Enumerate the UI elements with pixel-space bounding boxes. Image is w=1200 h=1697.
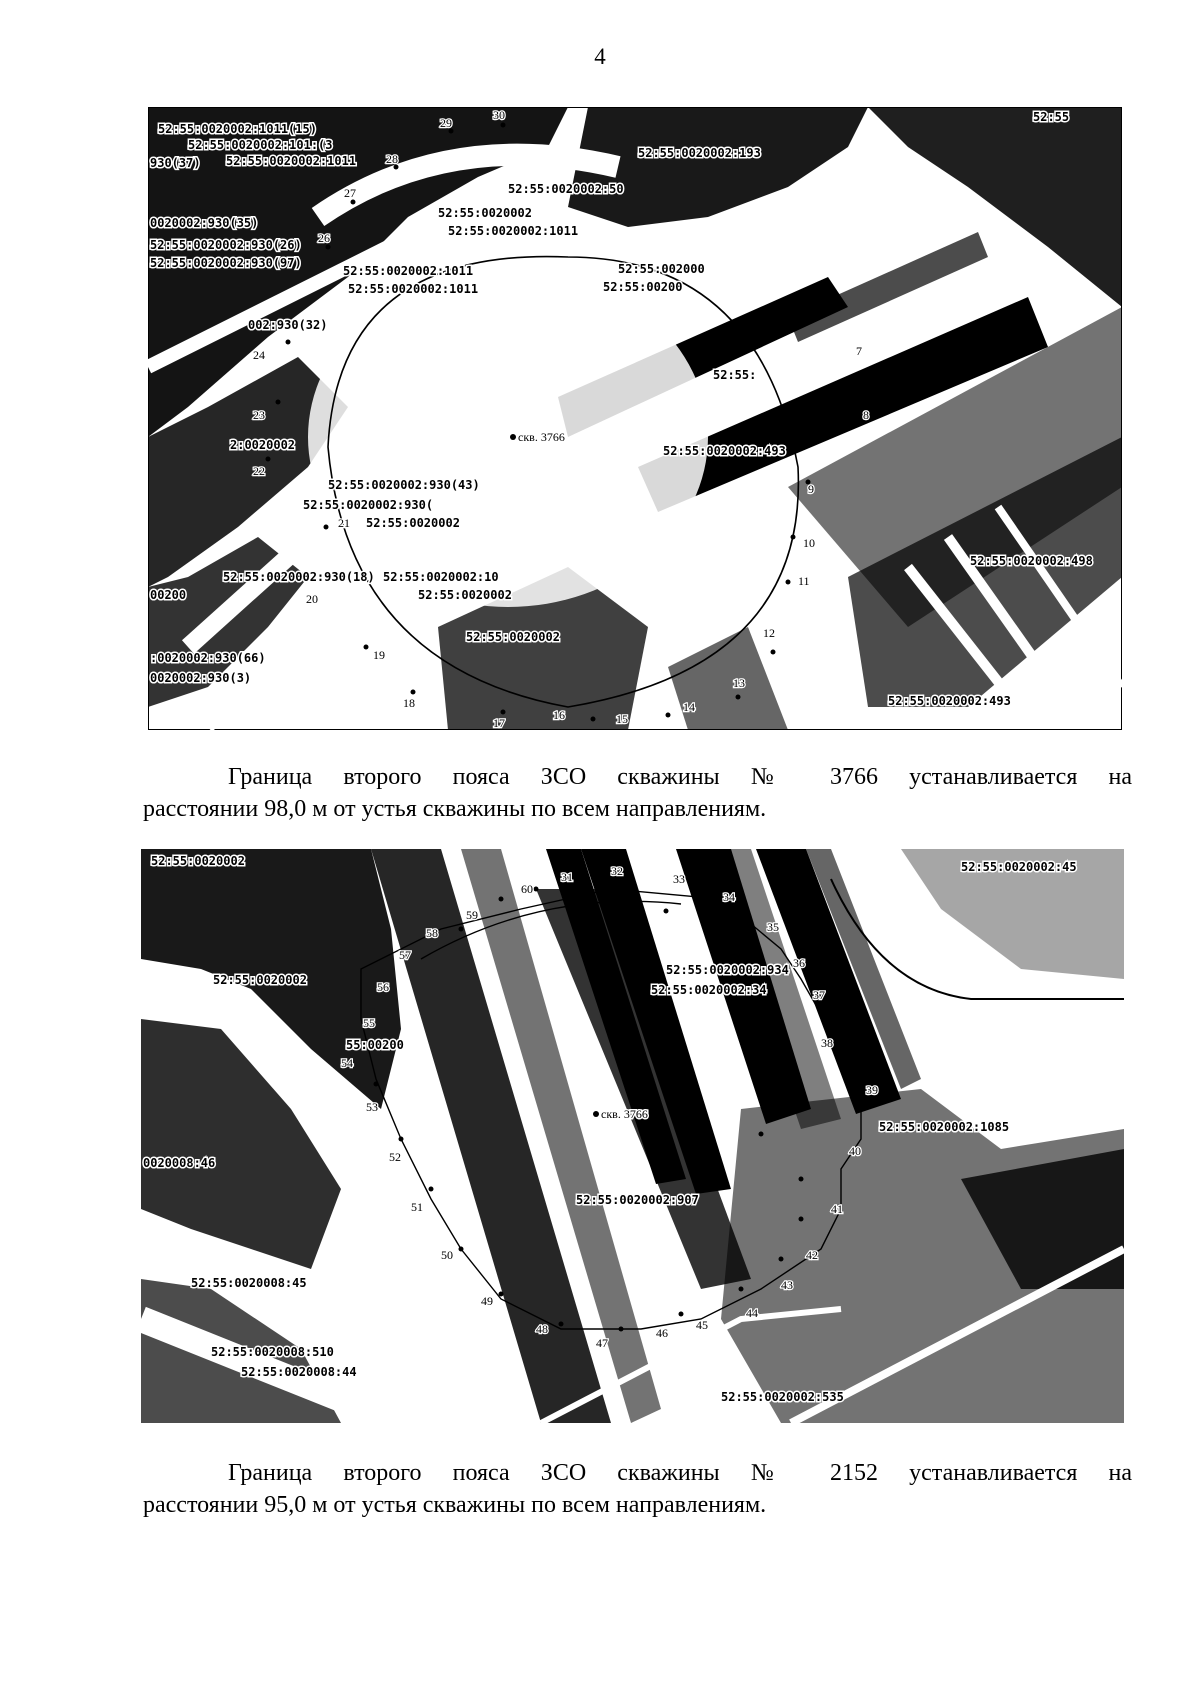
point-number: 39: [866, 1083, 878, 1097]
cadastral-label: 52:55:0020002: [213, 973, 307, 987]
cadastral-label: :0020002:930(66): [150, 651, 266, 665]
point-number: 43: [781, 1278, 793, 1292]
point-number: 47: [596, 1336, 608, 1350]
cadastral-label: 2:0020002: [230, 438, 296, 452]
cadastral-label: 52:55:0020002:1011(15): [158, 122, 317, 136]
cadastral-label: 52:55: [1033, 110, 1070, 124]
point-number: 32: [611, 864, 623, 878]
cadastral-label: 52:55:0020002:930(18): [223, 570, 375, 584]
point-number: 35: [767, 920, 779, 934]
map-well-2152-zone: [141, 849, 1124, 1423]
point-number: 40: [849, 1144, 861, 1158]
paragraph-line: Граница второго пояса ЗСО скважины № 3766 устанавливается на: [228, 764, 1132, 790]
cadastral-label: 52:55:0020002:493: [663, 444, 786, 458]
point-number: 46: [656, 1326, 668, 1340]
cadastral-label: 52:55:0020002:1011: [343, 264, 474, 278]
paragraph-well-3766: [143, 761, 1132, 825]
cadastral-label: 52:55:0020002:930(: [303, 498, 434, 512]
cadastral-label: 00200: [150, 588, 187, 602]
point-number: 13: [733, 676, 745, 690]
point-number: 9: [808, 482, 814, 496]
point-number: 54: [341, 1056, 353, 1070]
cadastral-label: 55:00200: [346, 1038, 404, 1052]
point-number: 53: [366, 1100, 378, 1114]
cadastral-label: 0020008:46: [143, 1156, 216, 1170]
point-number: 44: [746, 1306, 758, 1320]
cadastral-label: 930(37): [150, 156, 201, 170]
cadastral-label: 52:55:0020002:1011: [448, 224, 579, 238]
cadastral-label: 52:55:0020002:493: [888, 694, 1011, 708]
point-number: 17: [493, 716, 505, 730]
point-number: 23: [253, 408, 265, 422]
point-number: 18: [403, 696, 415, 710]
cadastral-label: 52:55:00200: [603, 280, 683, 294]
map-well-3766-zone: [148, 107, 1122, 730]
map1-svg: [148, 107, 1122, 730]
cadastral-label: 0020002:930(35): [150, 216, 259, 230]
point-number: 56: [377, 980, 389, 994]
point-number: 60: [521, 882, 533, 896]
cadastral-label: 52:55:0020002:535: [721, 1390, 844, 1404]
cadastral-label: 52:55:0020002: [151, 854, 245, 868]
cadastral-label: 52:55:002000: [618, 262, 705, 276]
paragraph-line: Граница второго пояса ЗСО скважины № 2152 устанавливается на: [228, 1460, 1132, 1486]
cadastral-label: 52:55:0020002: [466, 630, 560, 644]
point-number: 38: [821, 1036, 833, 1050]
cadastral-label: 52:55:0020002:1011: [226, 154, 357, 168]
point-number: 19: [373, 648, 385, 662]
point-number: 31: [561, 870, 573, 884]
paragraph-line: расстоянии 98,0 м от устья скважины по всем направлениям.: [143, 796, 767, 822]
point-number: 34: [723, 890, 735, 904]
point-number: 41: [831, 1202, 843, 1216]
cadastral-label: 52:55:0020002:1011: [348, 282, 479, 296]
point-number: 37: [813, 988, 825, 1002]
point-number: 29: [440, 116, 452, 130]
cadastral-label: 52:55:0020002:101:(3: [188, 138, 333, 152]
cadastral-label: 52:55:0020002:10: [383, 570, 499, 584]
cadastral-label: 52:55:0020002:930(97): [150, 256, 302, 270]
cadastral-label: 52:55:0020002:50: [508, 182, 624, 196]
point-number: 33: [673, 872, 685, 886]
cadastral-label: 52:55:0020002:34: [651, 983, 767, 997]
cadastral-label: 52:55:0020002:934: [666, 963, 789, 977]
point-number: 50: [441, 1248, 453, 1262]
cadastral-label: 52:55:0020002:45: [961, 860, 1077, 874]
point-number: 52: [389, 1150, 401, 1164]
point-number: 21: [338, 516, 350, 530]
cadastral-label: 52:55:0020002:907: [576, 1193, 699, 1207]
point-number: 57: [399, 948, 411, 962]
point-number: 36: [793, 956, 805, 970]
point-number: 58: [426, 926, 438, 940]
point-number: 42: [806, 1248, 818, 1262]
cadastral-label: 52:55:: [713, 368, 757, 382]
point-number: 24: [253, 348, 265, 362]
point-number: 11: [798, 574, 810, 588]
paragraph-line: расстоянии 95,0 м от устья скважины по всем направлениям.: [143, 1492, 767, 1518]
point-number: 20: [306, 592, 318, 606]
point-number: 8: [863, 408, 869, 422]
page-number: 4: [594, 44, 606, 69]
cadastral-label: 0020002:930(3): [150, 671, 252, 685]
point-number: 27: [344, 186, 356, 200]
point-number: 26: [318, 231, 330, 245]
point-number: 15: [616, 712, 628, 726]
cadastral-label: 52:55:0020002:930(26): [150, 238, 302, 252]
point-number: 10: [803, 536, 815, 550]
cadastral-label: 52:55:0020002: [418, 588, 512, 602]
cadastral-label: 52:55:0020002:193: [638, 146, 761, 160]
point-number: 16: [553, 708, 565, 722]
cadastral-label: 52:55:0020002: [366, 516, 460, 530]
paragraph-well-2152: [143, 1457, 1132, 1521]
point-number: 30: [493, 108, 505, 122]
cadastral-label: 52:55:0020002: [438, 206, 532, 220]
map1-well-label: скв. 3766: [518, 430, 565, 444]
cadastral-label: 52:55:0020008:44: [241, 1365, 357, 1379]
point-number: 7: [856, 344, 862, 358]
point-number: 28: [386, 152, 398, 166]
point-number: 49: [481, 1294, 493, 1308]
point-number: 22: [253, 464, 265, 478]
point-number: 51: [411, 1200, 423, 1214]
map2-well-label: скв. 3766: [601, 1107, 648, 1121]
cadastral-label: 52:55:0020008:510: [211, 1345, 334, 1359]
cadastral-label: 52:55:0020002:930(43): [328, 478, 480, 492]
cadastral-label: 52:55:0020002:1085: [879, 1120, 1010, 1134]
point-number: 59: [466, 908, 478, 922]
point-number: 55: [363, 1016, 375, 1030]
cadastral-label: 52:55:0020002:498: [970, 554, 1093, 568]
point-number: 45: [696, 1318, 708, 1332]
cadastral-label: 52:55:0020008:45: [191, 1276, 307, 1290]
point-number: 12: [763, 626, 775, 640]
point-number: 14: [683, 700, 695, 714]
map2-svg: [141, 849, 1124, 1423]
point-number: 48: [536, 1322, 548, 1336]
cadastral-label: 002:930(32): [248, 318, 328, 332]
